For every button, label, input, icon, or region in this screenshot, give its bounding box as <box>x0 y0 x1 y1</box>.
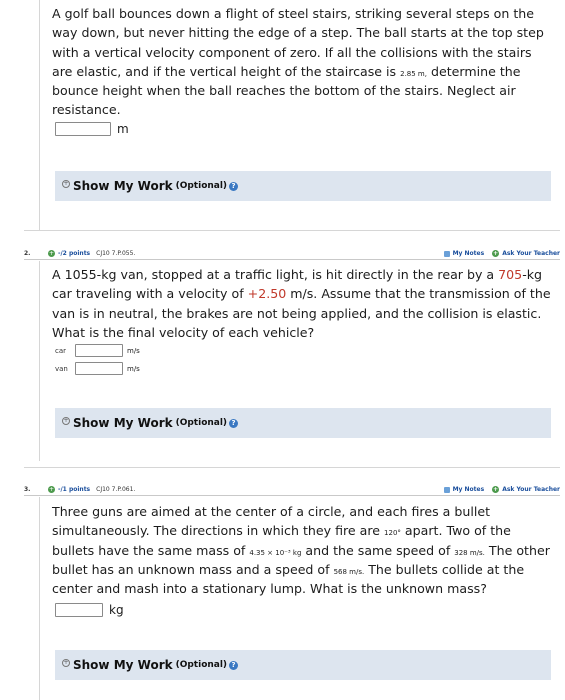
show-work-label: Show My Work <box>73 179 173 193</box>
q2-car-row <box>55 344 140 357</box>
q1-text: A golf ball bounces down a flight of steel stairs, striking several steps on the way down, but never hitting the edge of a step. The ball starts at the top step with a vertical velocity component of zero. If all the collisions with the stairs are elastic, and if the vertical height of the staircase is 2.85 m, determine the bounce height when the ball reaches the bottom of the stairs. Neglect air resistance. <box>52 6 544 118</box>
notes-icon <box>444 487 450 493</box>
q3-unit: kg <box>109 603 124 617</box>
q2-show-my-work[interactable] <box>55 408 551 438</box>
divider <box>24 467 560 468</box>
optional-label: (Optional) <box>175 660 228 670</box>
q3-show-my-work[interactable] <box>55 650 551 680</box>
q3-answer-row <box>55 603 124 617</box>
plus-icon[interactable]: + <box>48 250 55 257</box>
ask-teacher-button[interactable]: + Ask Your Teacher <box>493 250 560 257</box>
q3-points: -/1 points <box>58 486 91 493</box>
q1-height-value: 2.85 m, <box>400 69 427 78</box>
q3-angle: 120° <box>384 529 401 538</box>
plus-icon: + <box>493 486 499 493</box>
q2-car-velocity: +2.50 <box>247 286 287 302</box>
q1-answer-row <box>55 122 129 136</box>
show-work-label: Show My Work <box>73 416 173 430</box>
help-icon[interactable]: ? <box>229 419 238 428</box>
show-work-label: Show My Work <box>73 658 173 672</box>
divider <box>24 230 560 231</box>
left-border <box>39 261 40 461</box>
q2-car-input[interactable] <box>75 344 123 357</box>
optional-label: (Optional) <box>175 418 228 428</box>
help-icon[interactable]: ? <box>229 182 238 191</box>
left-border <box>39 0 40 230</box>
q1-answer-input[interactable] <box>55 122 111 136</box>
q3-speed2: 568 m/s. <box>333 567 365 576</box>
my-notes-button[interactable]: My Notes <box>444 250 485 257</box>
q2-car-mass: 705 <box>498 267 523 282</box>
q1-show-my-work[interactable] <box>55 171 551 201</box>
q1-unit: m <box>117 122 129 136</box>
q2-text: A 1055-kg van, stopped at a traffic light, is hit directly in the rear by a 705-kg car traveling with a velocity of +2.50 m/s. Assume that the transmission of the van is in neutral, the brakes are not being applied, and the collision is elastic. What is the final velocity of each vehicle? <box>52 267 551 340</box>
expand-icon[interactable]: + <box>63 417 69 424</box>
q2-header <box>24 248 560 260</box>
q2-car-unit: m/s <box>127 346 140 355</box>
q3-ref: CJ10 7.P.061. <box>96 486 136 493</box>
ask-teacher-button[interactable]: + Ask Your Teacher <box>493 486 560 493</box>
q2-number: 2. <box>24 250 31 257</box>
help-icon[interactable]: ? <box>229 661 238 670</box>
q2-van-unit: m/s <box>127 364 140 373</box>
q2-points: -/2 points <box>58 250 91 257</box>
my-notes-button[interactable]: My Notes <box>444 486 485 493</box>
q3-mass: 4.35 × 10⁻³ kg <box>249 548 302 557</box>
optional-label: (Optional) <box>175 181 228 191</box>
q3-header <box>24 484 560 496</box>
expand-icon[interactable]: + <box>63 180 69 187</box>
q3-answer-input[interactable] <box>55 603 103 617</box>
q3-text: Three guns are aimed at the center of a circle, and each fires a bullet simultaneously. The directions in which they fire are 120° apart. Two of the bullets have the same mass of 4.35 × 10⁻³ kg and the same speed of 328 m/s. The other bullet has an unknown mass and a speed of 568 m/s. The bullets collide at the center and mash into a stationary lump. What is the unknown mass? <box>52 504 550 597</box>
q2-van-row <box>55 362 140 375</box>
q3-number: 3. <box>24 486 31 493</box>
left-border <box>39 497 40 700</box>
expand-icon[interactable]: + <box>63 659 69 666</box>
notes-icon <box>444 251 450 257</box>
plus-icon: + <box>493 250 499 257</box>
plus-icon[interactable]: + <box>48 486 55 493</box>
q3-speed: 328 m/s. <box>454 548 485 557</box>
q2-ref: CJ10 7.P.055. <box>96 250 136 257</box>
q2-van-label: van <box>55 364 68 373</box>
q2-van-input[interactable] <box>75 362 123 375</box>
q2-car-label: car <box>55 346 67 355</box>
